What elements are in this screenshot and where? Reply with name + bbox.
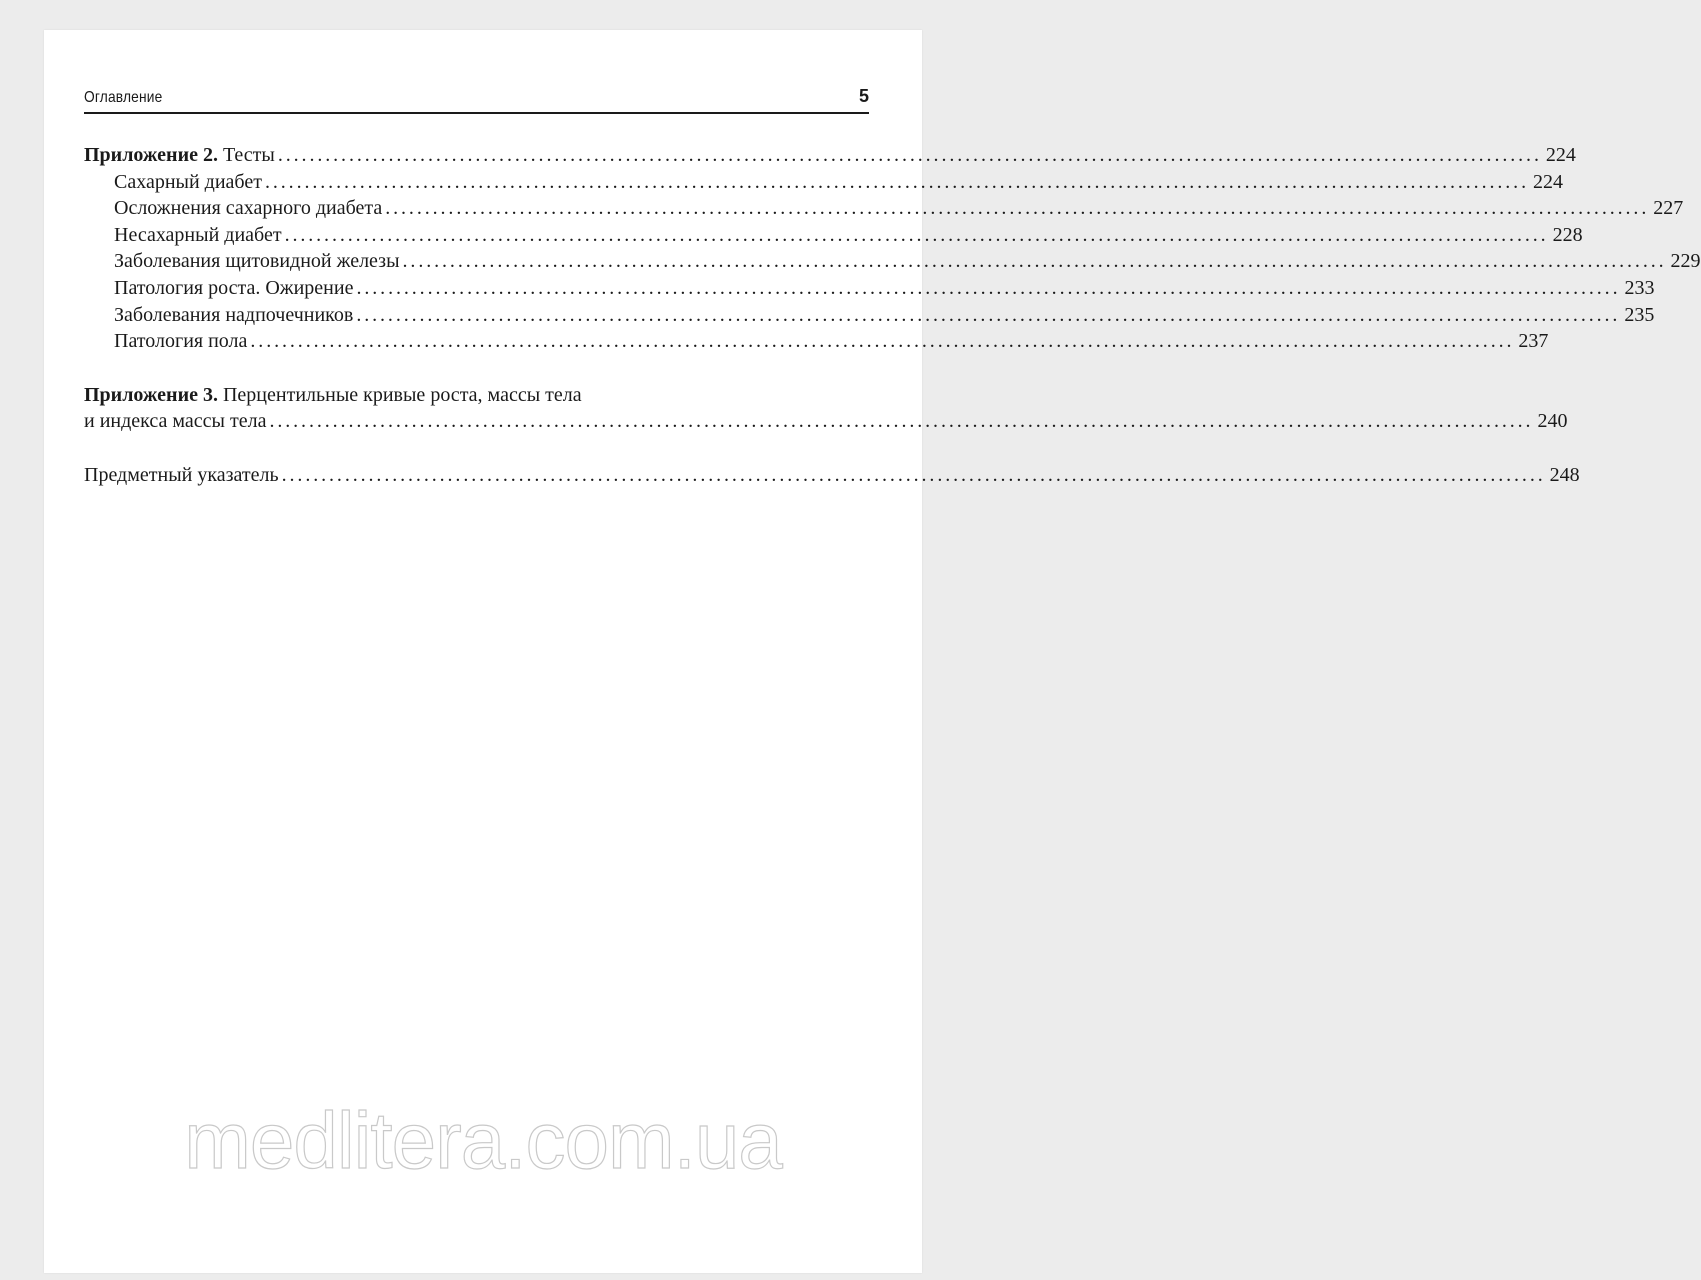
- dot-leader: ................................................................................................................................................................: [269, 410, 1534, 433]
- toc-entry-page: 240: [1537, 410, 1568, 433]
- toc-subentry: [84, 248, 1701, 275]
- dot-leader: ................................................................................................................................................................: [281, 463, 1546, 486]
- toc-entry-appendix-3-line2: [84, 408, 1568, 435]
- toc-subentry: [84, 195, 1684, 222]
- toc-subentry-label: Несахарный диабет: [114, 223, 282, 246]
- toc-subentry-label: Заболевания надпочечников: [114, 303, 354, 326]
- toc-subentry-page: 228: [1552, 223, 1583, 246]
- dot-leader: ................................................................................................................................................................: [277, 144, 1542, 166]
- toc-appendix-2-title: Тесты: [217, 144, 275, 166]
- spacer: [84, 355, 869, 382]
- toc-subentry: [84, 169, 1563, 196]
- dot-leader: ................................................................................................................................................................: [402, 250, 1667, 273]
- toc-entry-label: Предметный указатель: [84, 463, 279, 486]
- running-header: [84, 86, 869, 114]
- toc-entry-index: [84, 462, 1580, 489]
- toc-entry-label: [84, 142, 275, 169]
- toc-subentry-label: Патология пола: [114, 330, 248, 353]
- dot-leader: ................................................................................................................................................................: [385, 197, 1650, 220]
- toc-subentry-label: Осложнения сахарного диабета: [114, 197, 383, 220]
- toc-entry-page: 224: [1545, 144, 1576, 166]
- spacer: [84, 435, 869, 462]
- toc-subentry-page: 237: [1518, 330, 1549, 353]
- toc-subentry-page: 229: [1670, 250, 1701, 273]
- toc-entry-page: 248: [1549, 463, 1580, 486]
- table-of-contents: [84, 142, 1701, 489]
- toc-subentry: [84, 275, 1655, 302]
- toc-subentry-page: 233: [1624, 276, 1655, 299]
- page-number: 5: [858, 86, 869, 106]
- toc-appendix-2-bold-label: Приложение 2.: [84, 144, 218, 166]
- dot-leader: ................................................................................................................................................................: [264, 170, 1529, 193]
- toc-appendix-3-bold-label: Приложение 3.: [84, 383, 218, 406]
- toc-subentry: [84, 222, 1583, 249]
- watermark: medlitera.com.ua: [184, 1096, 782, 1185]
- toc-subentry-label: Патология роста. Ожирение: [114, 276, 354, 299]
- toc-subentry: [84, 302, 1655, 329]
- toc-subentry: [84, 328, 1549, 355]
- running-header-title: Оглавление: [84, 89, 163, 106]
- toc-appendix-3-title-line1: Перцентильные кривые роста, массы тела: [217, 383, 582, 406]
- toc-subentry-page: 235: [1624, 303, 1655, 326]
- dot-leader: ................................................................................................................................................................: [250, 330, 1515, 353]
- dot-leader: ................................................................................................................................................................: [284, 223, 1549, 246]
- toc-subentry-label: Сахарный диабет: [114, 170, 262, 193]
- toc-entry-appendix-3-line1: [84, 382, 869, 409]
- toc-subentry-label: Заболевания щитовидной железы: [114, 250, 400, 273]
- toc-subentry-page: 224: [1532, 170, 1563, 193]
- toc-subentry-page: 227: [1653, 197, 1684, 220]
- dot-leader: ................................................................................................................................................................: [356, 303, 1621, 326]
- toc-appendix-3-title-line2: и индекса массы тела: [84, 410, 267, 433]
- dot-leader: ................................................................................................................................................................: [356, 276, 1621, 299]
- toc-entry-appendix-2: [84, 142, 1576, 169]
